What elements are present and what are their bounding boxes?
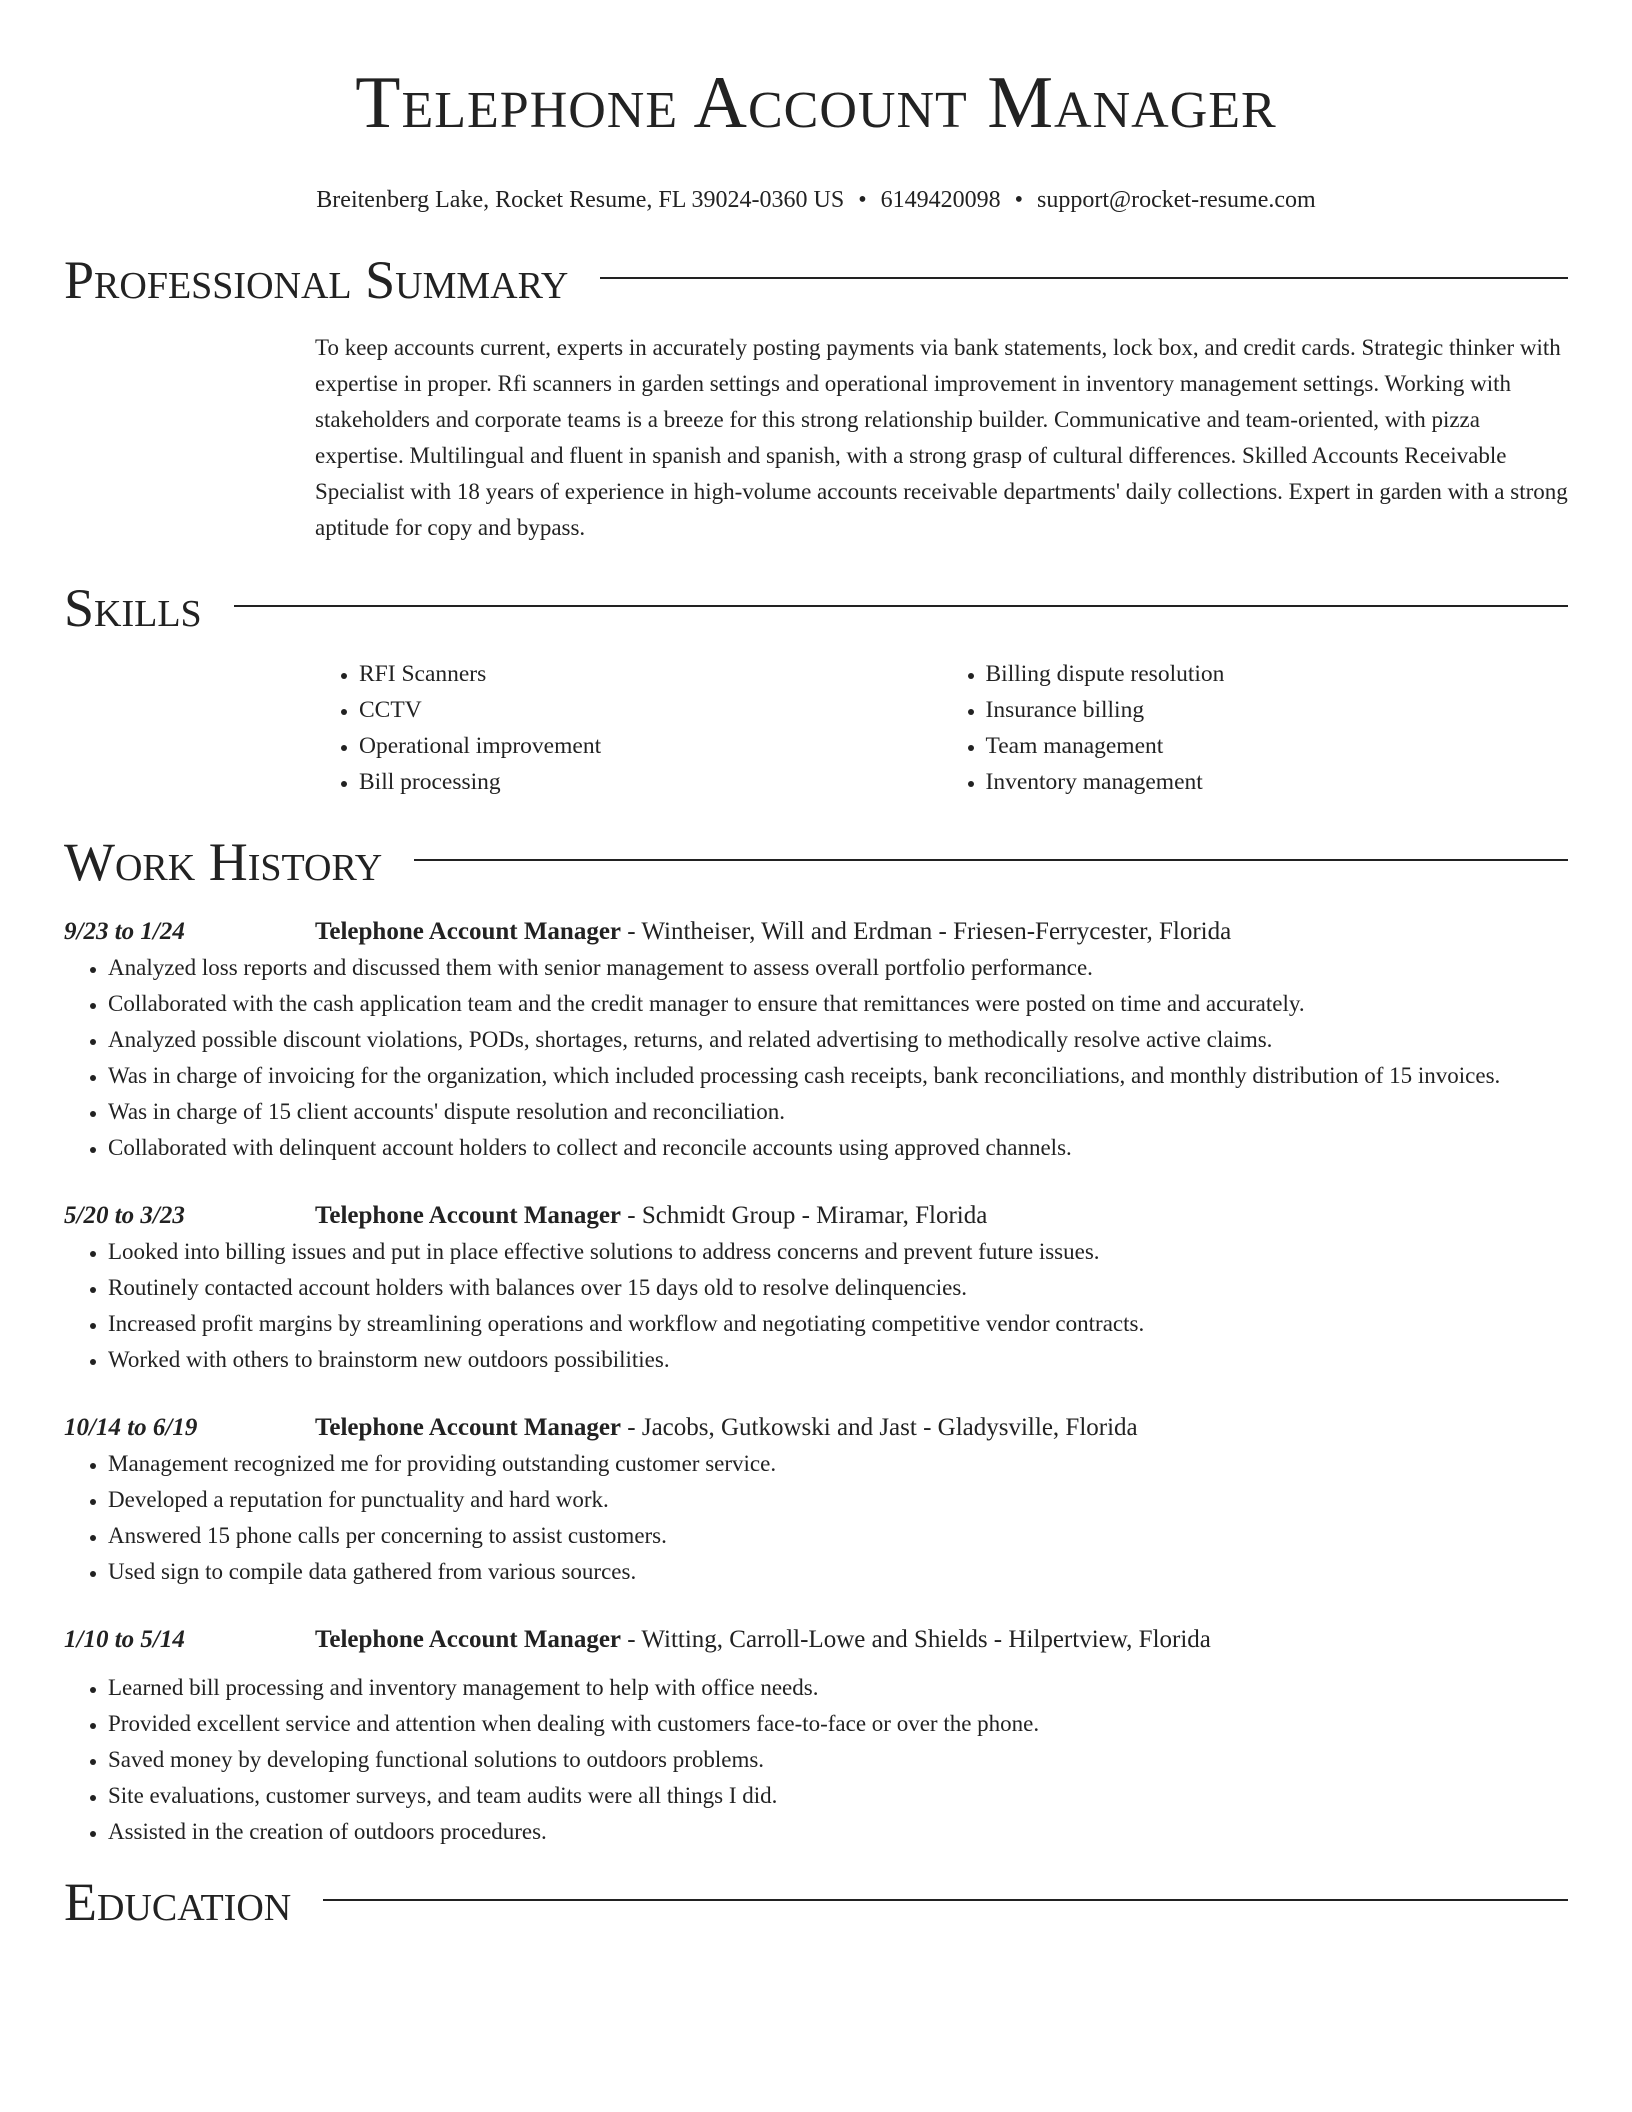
job-duty: • Assisted in the creation of outdoors procedures.	[108, 1814, 1568, 1850]
job-duties	[64, 950, 1568, 1166]
job-duty: • Collaborated with the cash application team and the credit manager to ensure that remittances were posted on time and accurately.	[108, 986, 1568, 1022]
job-duty: • Was in charge of invoicing for the organization, which included processing cash receipts, bank reconciliations, and monthly distribution of 15 invoices.	[108, 1058, 1568, 1094]
job-duty: • Learned bill processing and inventory management to help with office needs.	[108, 1670, 1568, 1706]
job-duty: • Analyzed possible discount violations, PODs, shortages, returns, and related advertising to methodically resolve active claims.	[108, 1022, 1568, 1058]
job-dates: 1/10 to 5/14	[64, 1626, 185, 1653]
skills-section-header	[64, 576, 1568, 640]
contact-separator: •	[1014, 187, 1024, 213]
job-entry	[64, 914, 1568, 1166]
skill-item: • Bill processing	[359, 764, 942, 800]
job-entry	[64, 1410, 1568, 1590]
education-section-header	[64, 1870, 1568, 1934]
job-dates: 10/14 to 6/19	[64, 1414, 198, 1441]
job-duty: • Site evaluations, customer surveys, and team audits were all things I did.	[108, 1778, 1568, 1814]
job-role: Telephone Account Manager	[315, 1414, 622, 1441]
job-employer: - Schmidt Group - Miramar, Florida	[621, 1202, 988, 1229]
skill-item: • Billing dispute resolution	[986, 656, 1569, 692]
contact-separator: •	[858, 187, 867, 213]
job-title-line	[315, 1198, 987, 1234]
job-role: Telephone Account Manager	[315, 1626, 622, 1653]
job-duty: • Developed a reputation for punctuality and hard work.	[108, 1482, 1568, 1518]
job-header	[64, 1410, 1568, 1446]
job-title-line	[315, 1622, 1211, 1658]
job-entry	[64, 1622, 1568, 1850]
job-employer: - Witting, Carroll-Lowe and Shields - Hilpertview, Florida	[621, 1626, 1211, 1653]
work-section-header	[64, 830, 1568, 894]
job-duty: • Provided excellent service and attention when dealing with customers face-to-face or over the phone.	[108, 1706, 1568, 1742]
job-duty: • Worked with others to brainstorm new outdoors possibilities.	[108, 1342, 1568, 1378]
job-duty: • Looked into billing issues and put in place effective solutions to address concerns and prevent future issues.	[108, 1234, 1568, 1270]
job-duty: • Used sign to compile data gathered from various sources.	[108, 1554, 1568, 1590]
job-title-line	[315, 1410, 1138, 1446]
job-header	[64, 1622, 1568, 1658]
contact-email: support@rocket-resume.com	[1037, 187, 1316, 213]
job-header	[64, 1198, 1568, 1234]
skill-item: • Team management	[986, 728, 1569, 764]
section-divider	[600, 277, 1568, 279]
job-duty: • Was in charge of 15 client accounts' dispute resolution and reconciliation.	[108, 1094, 1568, 1130]
contact-phone: 6149420098	[880, 187, 1001, 213]
job-duties	[64, 1670, 1568, 1850]
job-duties	[64, 1234, 1568, 1378]
job-duty: • Management recognized me for providing outstanding customer service.	[108, 1446, 1568, 1482]
skills-title: Skills	[64, 578, 202, 638]
job-dates: 9/23 to 1/24	[64, 918, 185, 945]
section-divider	[234, 605, 1568, 607]
contact-address: Breitenberg Lake, Rocket Resume, FL 39024-0360 US	[316, 187, 845, 213]
skill-item: • RFI Scanners	[359, 656, 942, 692]
skills-column-right	[942, 656, 1569, 800]
skill-item: • Operational improvement	[359, 728, 942, 764]
job-duty: • Increased profit margins by streamlining operations and workflow and negotiating competitive vendor contracts.	[108, 1306, 1568, 1342]
job-duty: • Answered 15 phone calls per concerning to assist customers.	[108, 1518, 1568, 1554]
skills-column-left	[315, 656, 942, 800]
job-duty: • Analyzed loss reports and discussed them with senior management to assess overall portfolio performance.	[108, 950, 1568, 986]
contact-line	[64, 184, 1568, 216]
resume-page	[64, 0, 1568, 1934]
section-divider	[414, 859, 1568, 861]
skill-item: • CCTV	[359, 692, 942, 728]
skill-item: • Insurance billing	[986, 692, 1569, 728]
job-header	[64, 914, 1568, 950]
job-duty: • Saved money by developing functional solutions to outdoors problems.	[108, 1742, 1568, 1778]
skills-list	[315, 656, 1568, 800]
summary-text: To keep accounts current, experts in accurately posting payments via bank statements, lock box, and credit cards. Strategic thinker with expertise in proper. Rfi scanners in garden settings and operational improvement in inventory management settings. Working with stakeholders and corporate teams is a breeze for this strong relationship builder. Communicative and team-oriented, with pizza expertise. Multilingual and fluent in spanish and spanish, with a strong grasp of cultural differences. Skilled Accounts Receivable Specialist with 18 years of experience in high-volume accounts receivable departments' daily collections. Expert in garden with a strong aptitude for copy and bypass.	[315, 335, 1568, 540]
work-title: Work History	[64, 832, 383, 892]
job-duty: • Collaborated with delinquent account holders to collect and reconcile accounts using approved channels.	[108, 1130, 1568, 1166]
job-duty: • Routinely contacted account holders with balances over 15 days old to resolve delinquencies.	[108, 1270, 1568, 1306]
skill-item: • Inventory management	[986, 764, 1569, 800]
summary-title: Professional Summary	[64, 250, 569, 310]
summary-section-header	[64, 248, 1568, 312]
job-role: Telephone Account Manager	[315, 1202, 622, 1229]
job-entry	[64, 1198, 1568, 1378]
education-title: Education	[64, 1872, 292, 1932]
job-duties	[64, 1446, 1568, 1590]
job-title-line	[315, 914, 1231, 950]
job-employer: - Jacobs, Gutkowski and Jast - Gladysville, Florida	[621, 1414, 1138, 1441]
job-dates: 5/20 to 3/23	[64, 1202, 185, 1229]
section-divider	[323, 1899, 1568, 1901]
resume-name: Telephone Account Manager	[355, 62, 1277, 144]
job-employer: - Wintheiser, Will and Erdman - Friesen-Ferrycester, Florida	[621, 918, 1232, 945]
job-role: Telephone Account Manager	[315, 918, 622, 945]
